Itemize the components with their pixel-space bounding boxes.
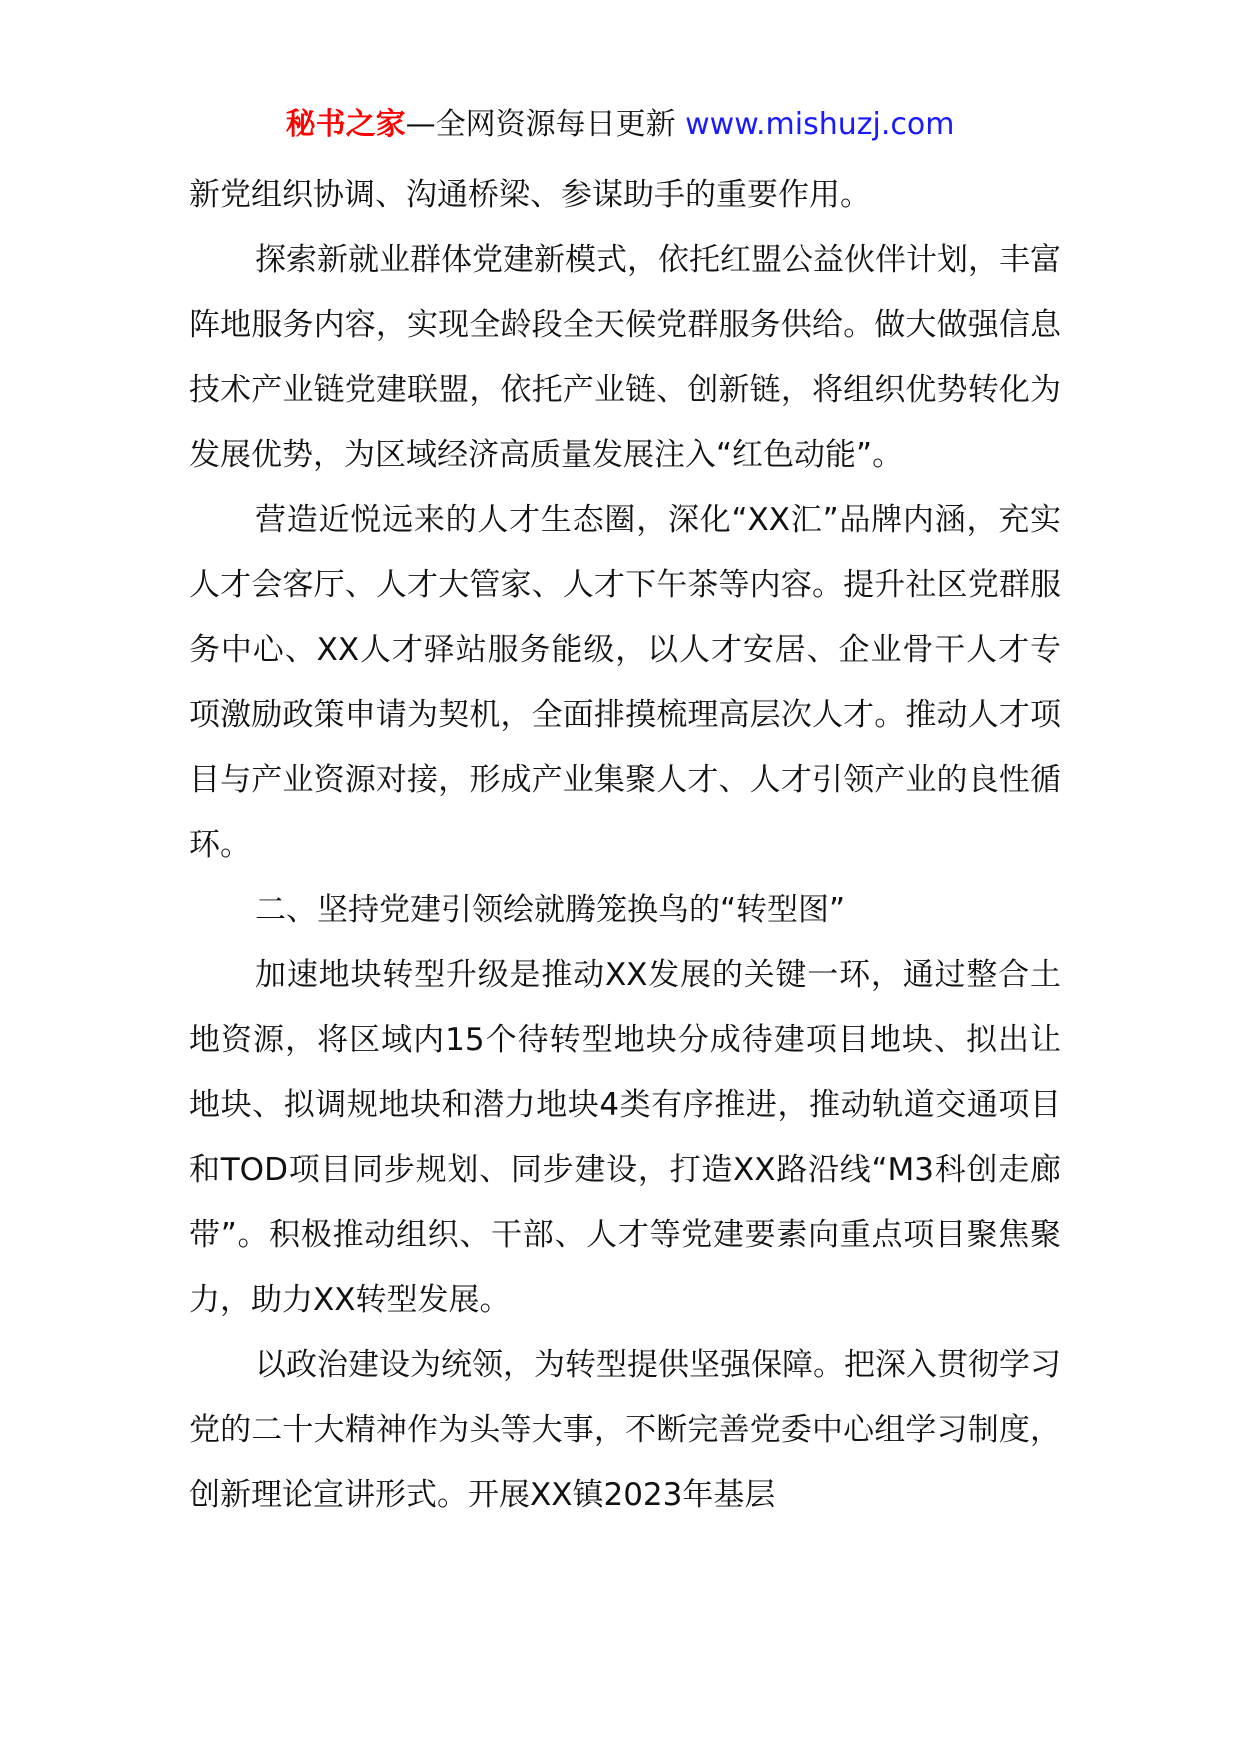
paragraph: 以政治建设为统领，为转型提供坚强保障。把深入贯彻学习党的二十大精神作为头等大事，不断完善党委中心组学习制度，创新理论宣讲形式。开展XX镇2023年基层 bbox=[189, 1347, 1061, 1513]
site-tagline: —全网资源每日更新 bbox=[405, 107, 676, 142]
site-header bbox=[0, 100, 1240, 150]
paragraph: 营造近悦远来的人才生态圈，深化“XX汇”品牌内涵，充实人才会客厅、人才大管家、人才下午茶等内容。提升社区党群服务中心、XX人才驿站服务能级，以人才安居、企业骨干人才专项激励政策申请为契机，全面排摸梳理高层次人才。推动人才项目与产业资源对接，形成产业集聚人才、人才引领产业的良性循环。 bbox=[189, 502, 1061, 863]
paragraph: 加速地块转型升级是推动XX发展的关键一环，通过整合土地资源，将区域内15个待转型地块分成待建项目地块、拟出让地块、拟调规地块和潜力地块4类有序推进，推动轨道交通项目和TOD项目同步规划、同步建设，打造XX路沿线“M3科创走廊带”。积极推动组织、干部、人才等党建要素向重点项目聚焦聚力，助力XX转型发展。 bbox=[189, 957, 1061, 1318]
site-url-link[interactable]: www.mishuzj.com bbox=[685, 107, 955, 142]
section-heading: 二、坚持党建引领绘就腾笼换鸟的“转型图” bbox=[255, 892, 846, 928]
paragraph-continuation: 新党组织协调、沟通桥梁、参谋助手的重要作用。 bbox=[189, 177, 871, 213]
site-brand: 秘书之家 bbox=[285, 107, 406, 142]
paragraph: 探索新就业群体党建新模式，依托红盟公益伙伴计划，丰富阵地服务内容，实现全龄段全天候党群服务供给。做大做强信息技术产业链党建联盟，依托产业链、创新链，将组织优势转化为发展优势，为区域经济高质量发展注入“红色动能”。 bbox=[189, 242, 1061, 473]
document-body bbox=[189, 163, 1061, 1528]
